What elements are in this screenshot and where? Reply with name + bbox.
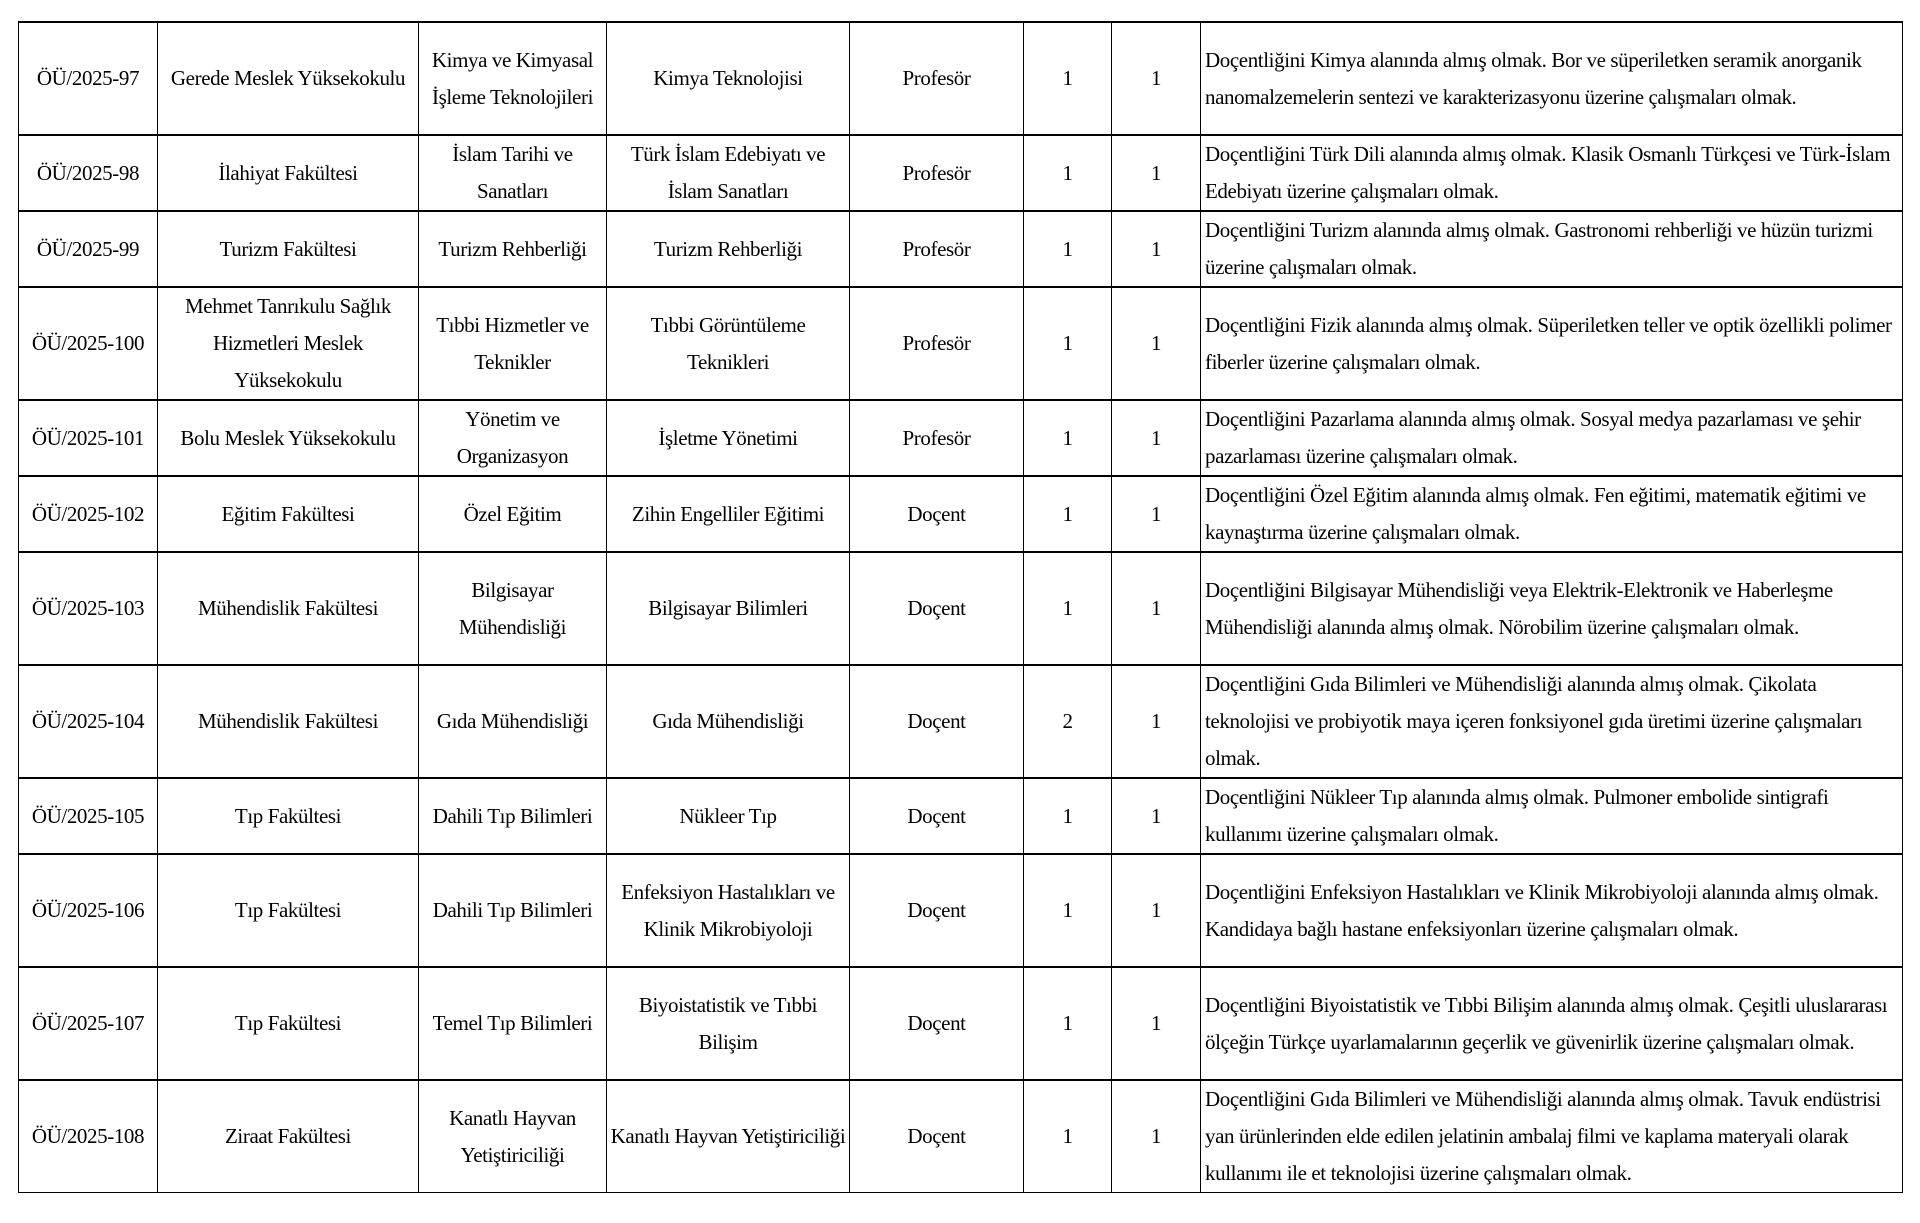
positions-table [18, 21, 1903, 1193]
table-row [19, 476, 1903, 552]
degree: 1 [1024, 1080, 1112, 1193]
table-row [19, 665, 1903, 778]
program: Nükleer Tıp [607, 778, 850, 854]
degree: 1 [1024, 854, 1112, 967]
position-code: ÖÜ/2025-107 [19, 967, 158, 1080]
position-code: ÖÜ/2025-106 [19, 854, 158, 967]
requirement: Doçentliğini Nükleer Tıp alanında almış olmak. Pulmoner embolide sintigrafi kullanımı üzerine çalışmaları olmak. [1201, 778, 1903, 854]
table-row [19, 552, 1903, 665]
program: İşletme Yönetimi [607, 400, 850, 476]
position-count: 1 [1112, 1080, 1201, 1193]
table-row [19, 211, 1903, 287]
program: Kimya Teknolojisi [607, 22, 850, 135]
position-code: ÖÜ/2025-108 [19, 1080, 158, 1193]
degree: 1 [1024, 287, 1112, 400]
academic-title: Profesör [850, 211, 1024, 287]
requirement: Doçentliğini Bilgisayar Mühendisliği veya Elektrik-Elektronik ve Haberleşme Mühendisliği alanında almış olmak. Nörobilim üzerine çalışmaları olmak. [1201, 552, 1903, 665]
position-code: ÖÜ/2025-103 [19, 552, 158, 665]
department: Tıbbi Hizmetler ve Teknikler [419, 287, 607, 400]
table-row [19, 967, 1903, 1080]
academic-title: Profesör [850, 287, 1024, 400]
department: Kimya ve Kimyasal İşleme Teknolojileri [419, 22, 607, 135]
table-row [19, 778, 1903, 854]
position-count: 1 [1112, 476, 1201, 552]
academic-title: Doçent [850, 476, 1024, 552]
position-count: 1 [1112, 778, 1201, 854]
requirement: Doçentliğini Gıda Bilimleri ve Mühendisliği alanında almış olmak. Çikolata teknolojisi ve probiyotik maya içeren fonksiyonel gıda üretimi üzerine çalışmaları olmak. [1201, 665, 1903, 778]
requirement: Doçentliğini Enfeksiyon Hastalıkları ve Klinik Mikrobiyoloji alanında almış olmak. Kandidaya bağlı hastane enfeksiyonları üzerine çalışmaları olmak. [1201, 854, 1903, 967]
table-row [19, 135, 1903, 211]
academic-title: Doçent [850, 552, 1024, 665]
program: Gıda Mühendisliği [607, 665, 850, 778]
position-count: 1 [1112, 967, 1201, 1080]
position-count: 1 [1112, 854, 1201, 967]
department: Bilgisayar Mühendisliği [419, 552, 607, 665]
academic-title: Profesör [850, 135, 1024, 211]
faculty-unit: Mühendislik Fakültesi [158, 665, 419, 778]
position-code: ÖÜ/2025-105 [19, 778, 158, 854]
table-row [19, 854, 1903, 967]
program: Kanatlı Hayvan Yetiştiriciliği [607, 1080, 850, 1193]
program: Enfeksiyon Hastalıkları ve Klinik Mikrobiyoloji [607, 854, 850, 967]
department: Dahili Tıp Bilimleri [419, 778, 607, 854]
faculty-unit: İlahiyat Fakültesi [158, 135, 419, 211]
academic-title: Doçent [850, 854, 1024, 967]
program: Bilgisayar Bilimleri [607, 552, 850, 665]
program: Tıbbi Görüntüleme Teknikleri [607, 287, 850, 400]
position-code: ÖÜ/2025-102 [19, 476, 158, 552]
academic-title: Profesör [850, 400, 1024, 476]
program: Biyoistatistik ve Tıbbi Bilişim [607, 967, 850, 1080]
degree: 2 [1024, 665, 1112, 778]
department: Temel Tıp Bilimleri [419, 967, 607, 1080]
department: Dahili Tıp Bilimleri [419, 854, 607, 967]
position-count: 1 [1112, 400, 1201, 476]
degree: 1 [1024, 135, 1112, 211]
table-row [19, 1080, 1903, 1193]
faculty-unit: Bolu Meslek Yüksekokulu [158, 400, 419, 476]
position-count: 1 [1112, 287, 1201, 400]
requirement: Doçentliğini Özel Eğitim alanında almış olmak. Fen eğitimi, matematik eğitimi ve kaynaştırma üzerine çalışmaları olmak. [1201, 476, 1903, 552]
academic-title: Profesör [850, 22, 1024, 135]
program: Zihin Engelliler Eğitimi [607, 476, 850, 552]
requirement: Doçentliğini Pazarlama alanında almış olmak. Sosyal medya pazarlaması ve şehir pazarlaması üzerine çalışmaları olmak. [1201, 400, 1903, 476]
requirement: Doçentliğini Kimya alanında almış olmak. Bor ve süperiletken seramik anorganik nanomalzemelerin sentezi ve karakterizasyonu üzerine çalışmaları olmak. [1201, 22, 1903, 135]
program: Türk İslam Edebiyatı ve İslam Sanatları [607, 135, 850, 211]
position-count: 1 [1112, 552, 1201, 665]
position-code: ÖÜ/2025-100 [19, 287, 158, 400]
degree: 1 [1024, 211, 1112, 287]
academic-title: Doçent [850, 778, 1024, 854]
table-row [19, 22, 1903, 135]
degree: 1 [1024, 400, 1112, 476]
faculty-unit: Tıp Fakültesi [158, 778, 419, 854]
academic-title: Doçent [850, 967, 1024, 1080]
position-count: 1 [1112, 22, 1201, 135]
position-count: 1 [1112, 135, 1201, 211]
requirement: Doçentliğini Türk Dili alanında almış olmak. Klasik Osmanlı Türkçesi ve Türk-İslam Edebiyatı üzerine çalışmaları olmak. [1201, 135, 1903, 211]
requirement: Doçentliğini Biyoistatistik ve Tıbbi Bilişim alanında almış olmak. Çeşitli uluslararası ölçeğin Türkçe uyarlamalarının geçerlik ve güvenirlik üzerine çalışmaları olmak. [1201, 967, 1903, 1080]
faculty-unit: Turizm Fakültesi [158, 211, 419, 287]
table-row [19, 287, 1903, 400]
faculty-unit: Mehmet Tanrıkulu Sağlık Hizmetleri Meslek Yüksekokulu [158, 287, 419, 400]
department: İslam Tarihi ve Sanatları [419, 135, 607, 211]
table-row [19, 400, 1903, 476]
position-code: ÖÜ/2025-104 [19, 665, 158, 778]
degree: 1 [1024, 476, 1112, 552]
requirement: Doçentliğini Turizm alanında almış olmak. Gastronomi rehberliği ve hüzün turizmi üzerine çalışmaları olmak. [1201, 211, 1903, 287]
position-count: 1 [1112, 211, 1201, 287]
department: Özel Eğitim [419, 476, 607, 552]
academic-title: Doçent [850, 1080, 1024, 1193]
faculty-unit: Gerede Meslek Yüksekokulu [158, 22, 419, 135]
degree: 1 [1024, 967, 1112, 1080]
faculty-unit: Mühendislik Fakültesi [158, 552, 419, 665]
position-code: ÖÜ/2025-98 [19, 135, 158, 211]
faculty-unit: Eğitim Fakültesi [158, 476, 419, 552]
position-code: ÖÜ/2025-101 [19, 400, 158, 476]
position-code: ÖÜ/2025-97 [19, 22, 158, 135]
degree: 1 [1024, 22, 1112, 135]
faculty-unit: Ziraat Fakültesi [158, 1080, 419, 1193]
requirement: Doçentliğini Fizik alanında almış olmak. Süperiletken teller ve optik özellikli polimer fiberler üzerine çalışmaları olmak. [1201, 287, 1903, 400]
faculty-unit: Tıp Fakültesi [158, 967, 419, 1080]
requirement: Doçentliğini Gıda Bilimleri ve Mühendisliği alanında almış olmak. Tavuk endüstrisi yan ürünlerinden elde edilen jelatinin ambalaj filmi ve kaplama materyali olarak kullanımı ile et teknolojisi üzerine çalışmaları olmak. [1201, 1080, 1903, 1193]
position-count: 1 [1112, 665, 1201, 778]
department: Yönetim ve Organizasyon [419, 400, 607, 476]
academic-title: Doçent [850, 665, 1024, 778]
position-code: ÖÜ/2025-99 [19, 211, 158, 287]
department: Turizm Rehberliği [419, 211, 607, 287]
degree: 1 [1024, 552, 1112, 665]
degree: 1 [1024, 778, 1112, 854]
department: Gıda Mühendisliği [419, 665, 607, 778]
department: Kanatlı Hayvan Yetiştiriciliği [419, 1080, 607, 1193]
faculty-unit: Tıp Fakültesi [158, 854, 419, 967]
program: Turizm Rehberliği [607, 211, 850, 287]
